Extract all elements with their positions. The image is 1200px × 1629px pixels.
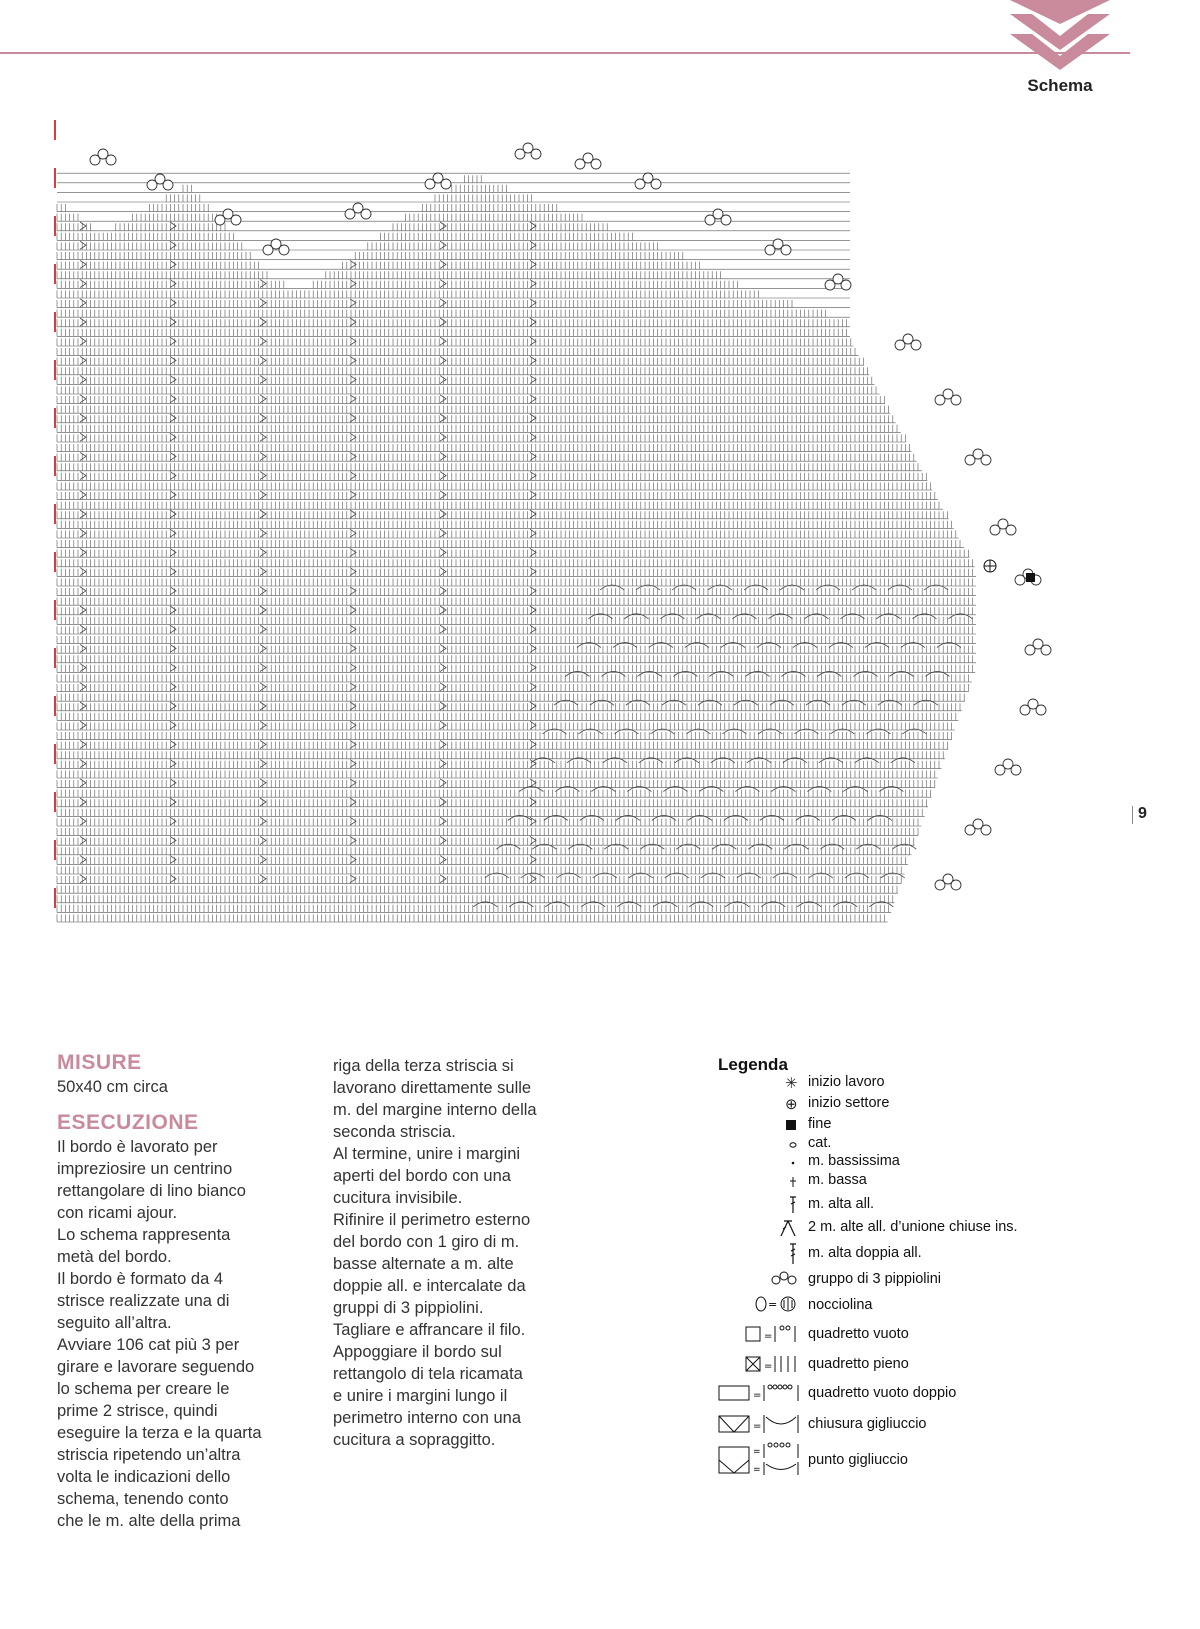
- esecuzione-heading: ESECUZIONE: [57, 1111, 199, 1134]
- legend-label: quadretto vuoto doppio: [808, 1385, 957, 1401]
- legend-label: quadretto vuoto: [808, 1326, 909, 1342]
- legend-label: 2 m. alte all. d’unione chiuse ins.: [808, 1219, 1018, 1235]
- legend-label: m. alta doppia all.: [808, 1245, 922, 1261]
- black-square-icon: [786, 1120, 796, 1130]
- crochet-chart-diagram: [40, 110, 1100, 980]
- dot-icon: [788, 1158, 798, 1168]
- double-treble-icon: [788, 1243, 798, 1265]
- legend-label: cat.: [808, 1135, 832, 1151]
- wide-empty-square-icon: [718, 1383, 808, 1403]
- legend-label: m. bassa: [808, 1172, 867, 1188]
- asterisk-icon: ✳: [785, 1075, 798, 1092]
- legend-label: nocciolina: [808, 1297, 873, 1313]
- page-number-divider: [1132, 806, 1133, 824]
- instructions-column-2: [333, 1055, 593, 1451]
- lacet-marks: [80, 222, 972, 907]
- legend-label: chiusura gigliuccio: [808, 1416, 927, 1432]
- cross-stitch-icon: [788, 1176, 798, 1188]
- joined-trebles-icon: [778, 1219, 798, 1237]
- legend-label: gruppo di 3 pippiolini: [808, 1271, 942, 1287]
- lacet-close-icon: [718, 1413, 808, 1435]
- empty-square-icon: [745, 1324, 800, 1344]
- chain-circle-icon: [788, 1140, 798, 1150]
- misure-heading: MISURE: [57, 1051, 142, 1074]
- legend-label: fine: [808, 1116, 832, 1132]
- circled-plus-icon: ⊕: [785, 1096, 798, 1113]
- chevron-down-icon: [1010, 0, 1110, 72]
- filled-square-icon: [745, 1354, 800, 1374]
- header-rule: [0, 52, 1130, 54]
- bobble-icon: [754, 1294, 798, 1314]
- legend-label: m. alta all.: [808, 1196, 875, 1212]
- legend-label: m. bassissima: [808, 1153, 900, 1169]
- page-number: 9: [1138, 805, 1147, 822]
- misure-body: 50x40 cm circa: [57, 1078, 168, 1096]
- legend-label: inizio settore: [808, 1095, 890, 1111]
- lacet-stitch-icon: [718, 1442, 808, 1476]
- legend-label: punto gigliuccio: [808, 1452, 908, 1468]
- legend-label: inizio lavoro: [808, 1074, 885, 1090]
- esecuzione-body: Il bordo è lavorato per impreziosire un centrino rettangolare di lino bianco con ricami ajour. Lo schema rappresenta metà del bordo. Il bordo è formato da 4 strisce realizzate una di seguito all’altra. Avviare 106 cat più 3 per girare e lavorare seguendo lo schema per creare le prime 2 strisce, quindi eseguire la terza e la quarta striscia ripetendo un’altra volta le indicazioni dello schema, tenendo conto che le m. alte della prima: [57, 1138, 262, 1530]
- chart-grid: [57, 173, 976, 922]
- instructions-column-1: [57, 1050, 307, 1532]
- picot-group-icon: [770, 1271, 798, 1289]
- treble-stitch-icon: [788, 1196, 798, 1214]
- esecuzione-body-continued: riga della terza striscia si lavorano direttamente sulle m. del margine interno della seconda striscia. Al termine, unire i margini aperti del bordo con una cucitura invisibile. Rifinire il perimetro esterno del bordo con 1 giro di m. basse alternate a m. alte doppie all. e intercalate da gruppi di 3 pippiolini. Tagliare e affrancare il filo. Appoggiare il bordo sul rettangolo di tela ricamata e unire i margini lungo il perimetro interno con una cucitura a sopraggitto.: [333, 1057, 537, 1449]
- end-marker: [1026, 573, 1035, 582]
- legend-title: Legenda: [718, 1055, 788, 1074]
- section-title: Schema: [1027, 76, 1093, 95]
- legend-label: quadretto pieno: [808, 1356, 909, 1372]
